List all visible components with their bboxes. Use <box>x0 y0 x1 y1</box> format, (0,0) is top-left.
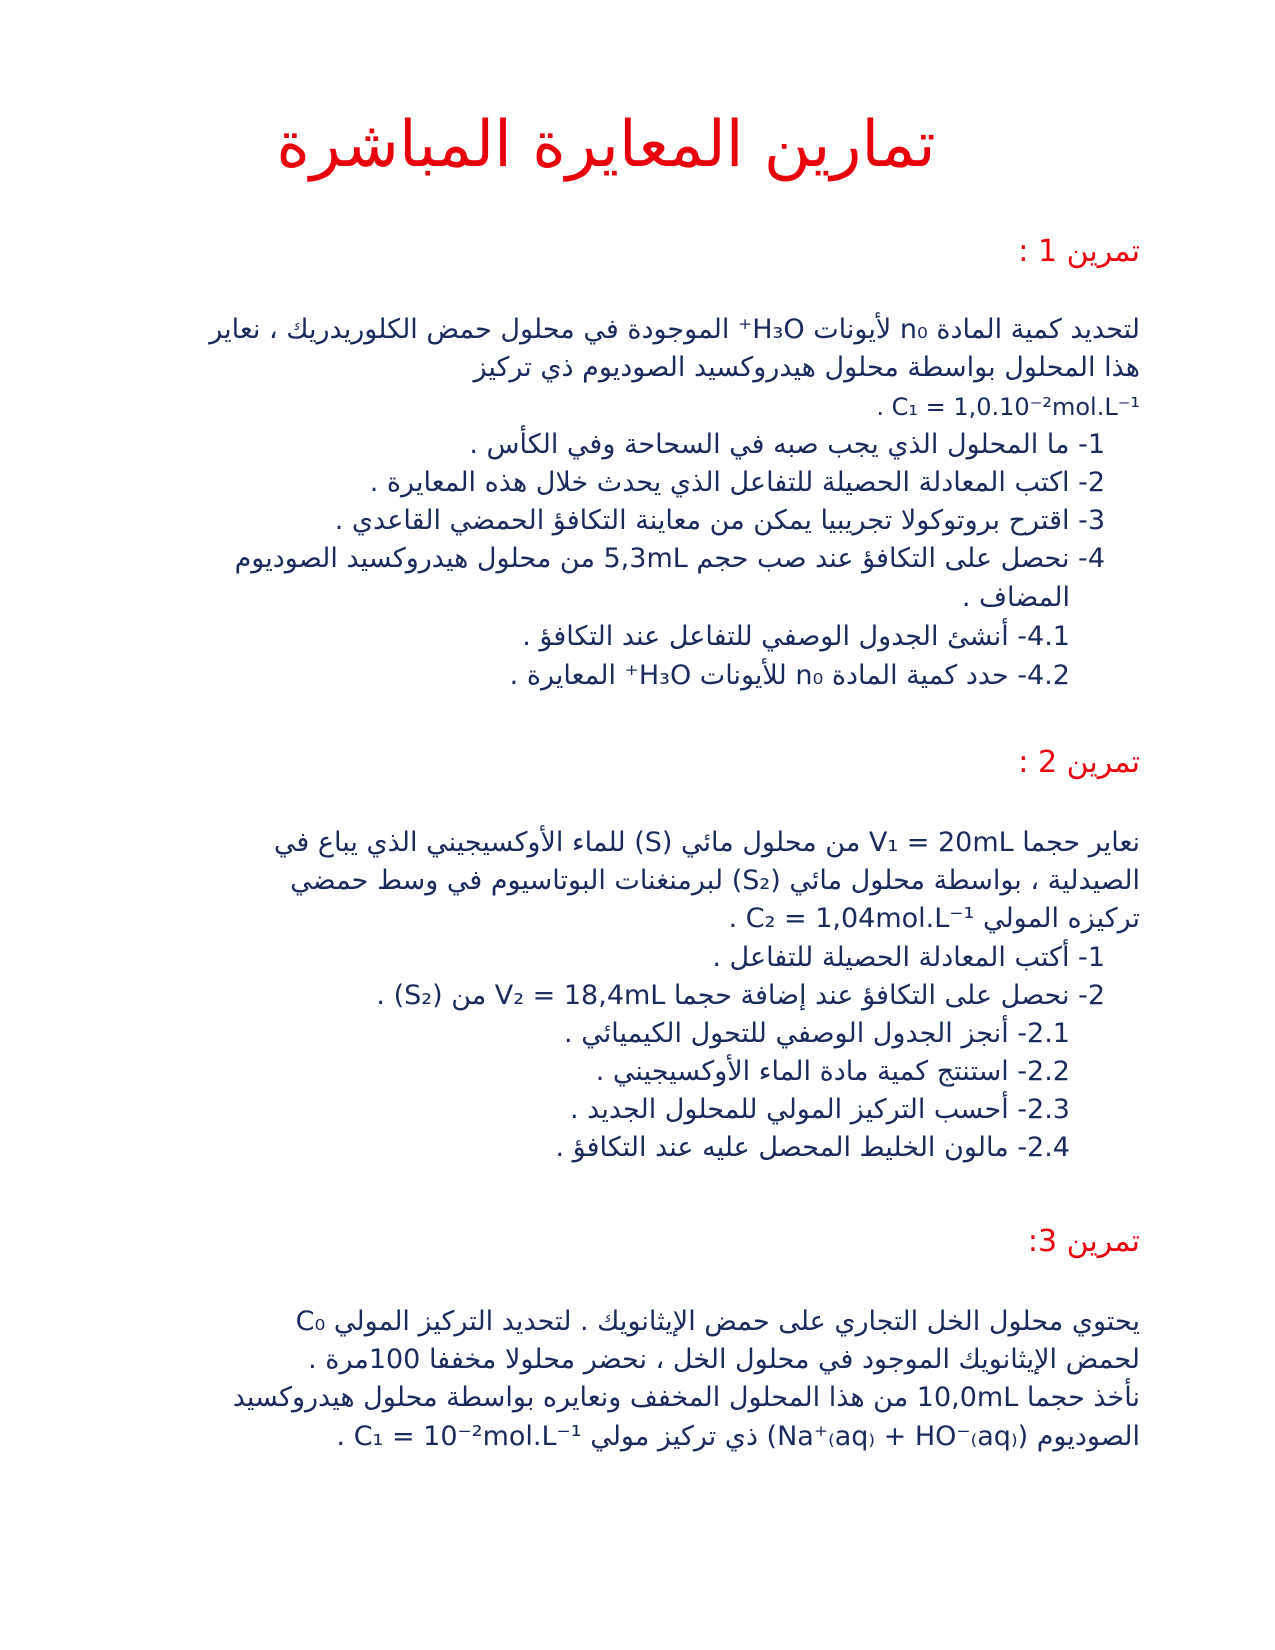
exercise-1-question: 2- اكتب المعادلة الحصيلة للتفاعل الذي يحدث خلال هذه المعايرة . <box>369 467 1105 498</box>
exercise-1-subquestion: 4.1- أنشئ الجدول الوصفي للتفاعل عند التكافؤ . <box>522 621 1070 652</box>
exercise-1-question: 4- نحصل على التكافؤ عند صب حجم 5,3mL من محلول هيدروكسيد الصوديوم <box>234 543 1105 574</box>
exercise-2-question: 2- نحصل على التكافؤ عند إضافة حجما V₂ = 18,4mL من (S₂) . <box>376 980 1105 1011</box>
exercise-3-intro-line: نأخذ حجما 10,0mL من هذا المحلول المخفف ونعايره بواسطة محلول هيدروكسيد <box>232 1382 1140 1413</box>
exercise-2-subquestion: 2.1- أنجز الجدول الوصفي للتحول الكيميائي . <box>564 1018 1070 1049</box>
exercise-2-intro-line: الصيدلية ، بواسطة محلول مائي (S₂) لبرمنغنات البوتاسيوم في وسط حمضي <box>290 865 1140 896</box>
exercise-2-question: 1- أكتب المعادلة الحصيلة للتفاعل . <box>712 942 1105 973</box>
exercise-3-intro-line: الصوديوم (Na⁺₍aq₎ + HO⁻₍aq₎) ذي تركيز مولي C₁ = 10⁻²mol.L⁻¹ . <box>336 1421 1140 1452</box>
exercise-1-intro-line: C₁ = 1,0.10⁻²mol.L⁻¹ . <box>876 393 1140 421</box>
exercise-1-subquestion: 4.2- حدد كمية المادة n₀ للأيونات H₃O⁺ المعايرة . <box>509 660 1070 691</box>
exercise-2-subquestion: 2.2- استنتج كمية مادة الماء الأوكسيجيني . <box>595 1056 1070 1087</box>
exercise-1-heading: تمرين 1 : <box>1018 234 1140 269</box>
page-title: تمارين المعايرة المباشرة <box>276 108 936 182</box>
exercise-1-intro-line: لتحديد كمية المادة n₀ لأيونات H₃O⁺ الموجودة في محلول حمض الكلوريدريك ، نعاير <box>209 314 1140 345</box>
exercise-2-heading: تمرين 2 : <box>1018 745 1140 780</box>
exercise-2-intro-line: تركيزه المولي C₂ = 1,04mol.L⁻¹ . <box>728 903 1140 934</box>
exercise-1-question: 3- اقترح بروتوكولا تجريبيا يمكن من معاينة التكافؤ الحمضي القاعدي . <box>334 505 1105 536</box>
exercise-1-question-continued: المضاف . <box>961 582 1070 613</box>
exercise-2-subquestion: 2.3- أحسب التركيز المولي للمحلول الجديد . <box>570 1094 1070 1125</box>
exercise-3-intro-line: لحمض الإيثانويك الموجود في محلول الخل ، نحضر محلولا مخففا 100مرة . <box>308 1344 1140 1375</box>
exercise-3-heading: تمرين 3: <box>1027 1224 1140 1259</box>
exercise-2-intro-line: نعاير حجما V₁ = 20mL من محلول مائي (S) للماء الأوكسيجيني الذي يباع في <box>273 827 1140 858</box>
exercise-1-intro-line: هذا المحلول بواسطة محلول هيدروكسيد الصوديوم ذي تركيز <box>473 352 1140 383</box>
exercise-3-intro-line: يحتوي محلول الخل التجاري على حمض الإيثانويك . لتحديد التركيز المولي C₀ <box>295 1306 1140 1337</box>
exercise-1-question: 1- ما المحلول الذي يجب صبه في السحاحة وفي الكأس . <box>469 429 1105 460</box>
exercise-2-subquestion: 2.4- مالون الخليط المحصل عليه عند التكافؤ . <box>555 1132 1070 1163</box>
